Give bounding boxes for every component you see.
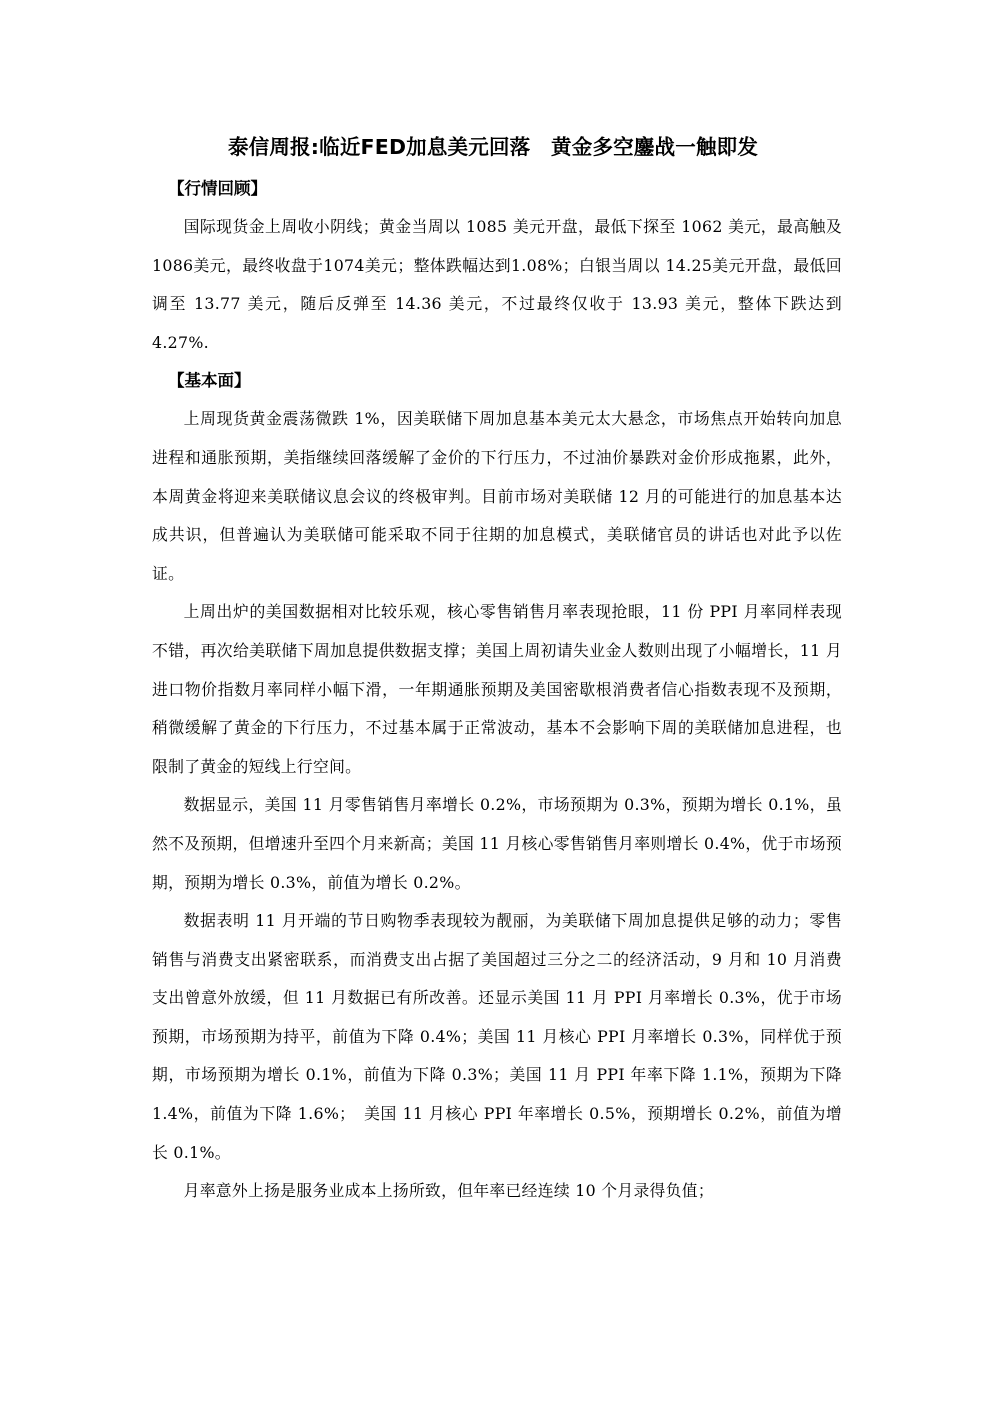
section-heading-market-review: 【行情回顾】: [168, 179, 267, 198]
paragraph-fundamentals-4: 数据表明 11 月开端的节日购物季表现较为靓丽，为美联储下周加息提供足够的动力；零售销售与消费支出紧密联系，而消费支出占据了美国超过三分之二的经济活动，9 月和 10 月消费支出曾意外放缓，但 11 月数据已有所改善。还显示美国 11 月 PPI 月率增长 0.3%，优于市场预期，市场预期为持平，前值为下降 0.4%；美国 11 月核心 PPI 月率增长 0.3%，同样优于预期，市场预期为增长 0.1%，前值为下降 0.3%；美国 11 月 PPI 年率下降 1.1%，预期为下降 1.4%，前值为下降 1.6%； 美国 11 月核心 PPI 年率增长 0.5%，预期增长 0.2%，前值为增长 0.1%。: [152, 911, 842, 1162]
paragraph-fundamentals-2: 上周出炉的美国数据相对比较乐观，核心零售销售月率表现抢眼，11 份 PPI 月率同样表现不错，再次给美联储下周加息提供数据支撑；美国上周初请失业金人数则出现了小幅增长，11 月进口物价指数月率同样小幅下滑，一年期通胀预期及美国密歇根消费者信心指数表现不及预期，稍微缓解了黄金的下行压力，不过基本属于正常波动，基本不会影响下周的美联储加息进程，也限制了黄金的短线上行空间。: [152, 602, 842, 776]
paragraph-market-review: 国际现货金上周收小阴线；黄金当周以 1085 美元开盘，最低下探至 1062 美元，最高触及1086美元，最终收盘于1074美元；整体跌幅达到1.08%；白银当周以 14.25美元开盘，最低回调至 13.77 美元，随后反弹至 14.36 美元，不过最终仅收于 13.93 美元，整体下跌达到 4.27%.: [152, 217, 842, 352]
section-heading-fundamentals: 【基本面】: [168, 371, 251, 391]
paragraph-fundamentals-1: 上周现货黄金震荡微跌 1%，因美联储下周加息基本美元太大悬念，市场焦点开始转向加息进程和通胀预期，美指继续回落缓解了金价的下行压力，不过油价暴跌对金价形成拖累，此外，本周黄金将迎来美联储议息会议的终极审判。目前市场对美联储 12 月的可能进行的加息基本达成共识，但普遍认为美联储可能采取不同于往期的加息模式，美联储官员的讲话也对此予以佐证。: [152, 409, 842, 583]
paragraph-fundamentals-3: 数据显示，美国 11 月零售销售月率增长 0.2%，市场预期为 0.3%，预期为增长 0.1%，虽然不及预期，但增速升至四个月来新高；美国 11 月核心零售销售月率则增长 0.4%，优于市场预期，预期为增长 0.3%，前值为增长 0.2%。: [152, 795, 842, 892]
document-title: 泰信周报:临近FED加息美元回落 黄金多空鏖战一触即发: [227, 135, 759, 159]
document-page: [152, 128, 842, 1211]
paragraph-fundamentals-5: 月率意外上扬是服务业成本上扬所致，但年率已经连续 10 个月录得负值；: [183, 1181, 714, 1201]
